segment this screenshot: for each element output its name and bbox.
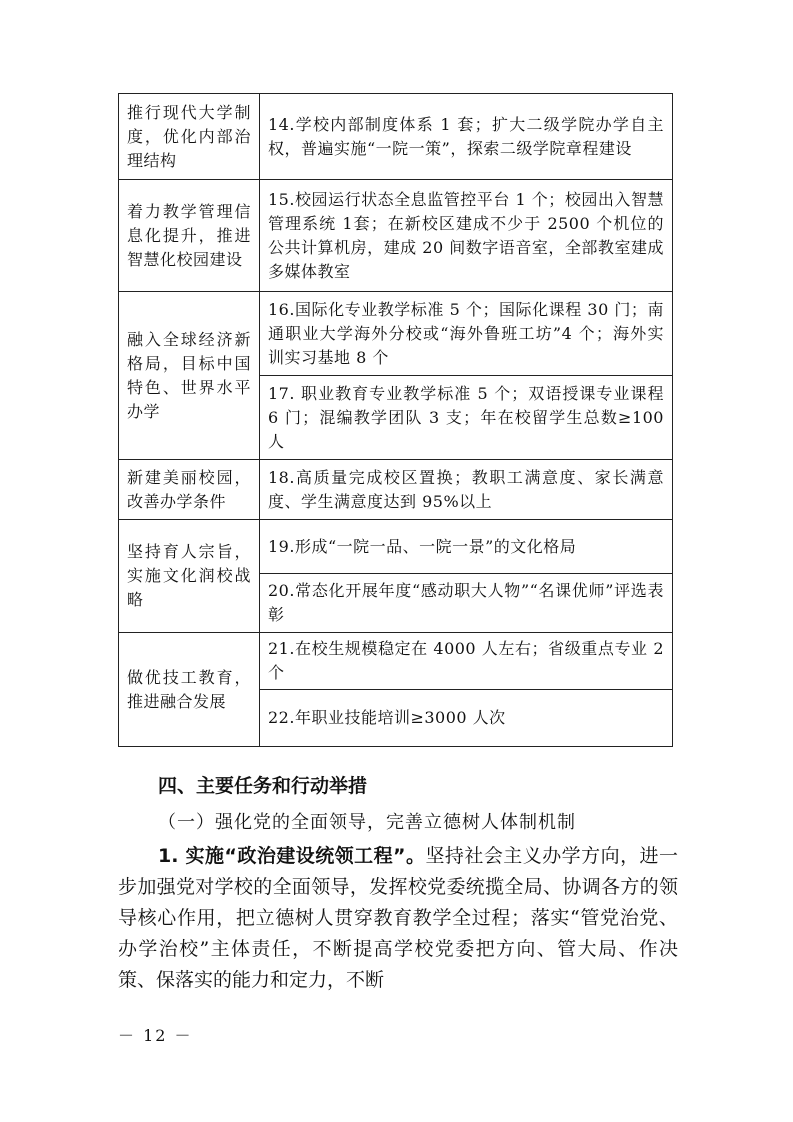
item-text: 18.高质量完成校区置换；教职工满意度、家长满意度、学生满意度达到 95%以上 [268,467,664,511]
table-category-cell [119,94,260,180]
table-item-cell [260,633,673,690]
page-number: － 12 － [118,1026,193,1045]
table-row [119,292,673,376]
table-row [119,180,673,292]
table-item-cell [260,180,673,292]
item-text: 17. 职业教育专业教学标准 5 个；双语授课专业课程 6 门；混编教学团队 3 支；年在校留学生总数≥100 人 [268,383,664,451]
category-text: 推行现代大学制度，优化内部治理结构 [127,102,251,170]
item-text: 14.学校内部制度体系 1 套；扩大二级学院办学自主权，普遍实施“一院一策”，探索二级学院章程建设 [268,114,664,158]
item-text: 20.常态化开展年度“感动职大人物”“名课优师”评选表彰 [268,581,664,624]
item-text: 16.国际化专业教学标准 5 个；国际化课程 30 门；南通职业大学海外分校或“海外鲁班工坊”4 个；海外实训实习基地 8 个 [268,299,664,367]
section-heading: 四、主要任务和行动举措 [158,775,368,797]
table-item-cell [260,460,673,520]
table-category-cell [119,633,260,747]
table-item-cell [260,376,673,460]
table-row [119,633,673,690]
item-text: 21.在校生规模稳定在 4000 人左右；省级重点专业 2 个 [268,639,664,682]
table-category-cell [119,180,260,292]
category-text: 着力教学管理信息化提升，推进智慧化校园建设 [127,201,251,269]
table-row [119,94,673,180]
table-category-cell [119,292,260,460]
table-category-cell [119,520,260,633]
table-item-cell [260,690,673,747]
table-item-cell [260,94,673,180]
body-paragraph [118,841,678,996]
table-item-cell [260,574,673,633]
category-text: 坚持育人宗旨，实施文化润校战略 [127,542,251,609]
category-text: 融入全球经济新格局，目标中国特色、世界水平办学 [127,329,251,421]
table-item-cell [260,520,673,574]
item-text: 22.年职业技能培训≥3000 人次 [268,708,506,727]
category-text: 做优技工教育，推进融合发展 [127,667,251,711]
table-row [119,520,673,574]
subsection-heading: （一）强化党的全面领导，完善立德树人体制机制 [158,812,576,833]
table-item-cell [260,292,673,376]
table-row [119,460,673,520]
category-text: 新建美丽校园，改善办学条件 [127,467,251,511]
paragraph-lead: 1. 实施“政治建设统领工程”。 [158,845,426,867]
table-category-cell [119,460,260,520]
paragraph-body: 坚持社会主义办学方向，进一步加强党对学校的全面领导，发挥校党委统揽全局、协调各方的领导核心作用，把立德树人贯穿教育教学全过程；落实“管党治党、办学治校”主体责任，不断提高学校党委把方向、管大局、作决策、保落实的能力和定力，不断 [118,845,678,991]
item-text: 19.形成“一院一品、一院一景”的文化格局 [268,536,577,556]
goals-table [118,93,673,747]
item-text: 15.校园运行状态全息监管控平台 1 个；校园出入智慧管理系统 1套；在新校区建成不少于 2500 个机位的公共计算机房，建成 20 间数字语音室，全部教室建成多媒体教室 [268,189,664,281]
